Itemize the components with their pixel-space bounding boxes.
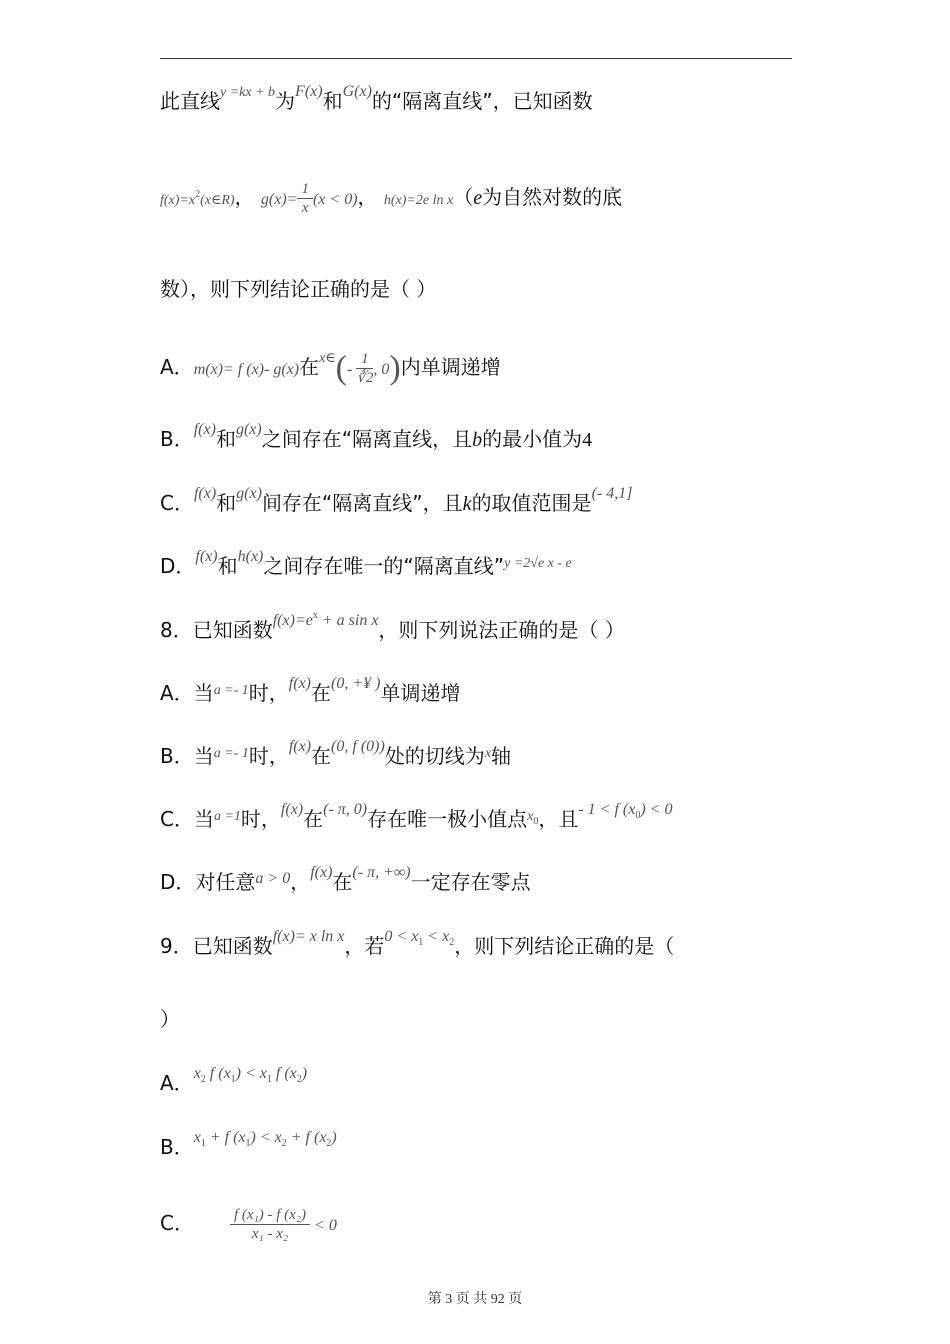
text: 之间存在“隔离直线，且 [261,427,473,451]
q9-option-a [160,1065,308,1101]
text: ，若 [344,934,385,958]
text: ，则下列结论正确的是（ [454,934,675,958]
math-part: x [193,1065,201,1082]
q9-stem-close [160,1006,180,1032]
math-part: ) < x [235,1065,267,1082]
fraction-num: 1 [356,350,373,369]
option-label: D． [160,554,196,578]
math-f: f(x) [193,421,216,438]
text: 在 [303,807,324,831]
text: 在 [299,355,320,379]
math-F: F(x) [295,83,323,100]
q8-option-a [160,675,461,710]
q9-option-b [160,1129,337,1165]
option-label: C． [160,1211,194,1235]
number: 4 [582,429,593,451]
text: 之间存在唯一的“隔离直线” [263,554,505,578]
text: 为 [275,89,296,113]
math-sub: 1 [266,1074,272,1085]
math-sup: x [312,610,318,621]
paren-open: ( [335,349,347,387]
math-f: f(x) [280,801,304,818]
math-part: x [527,809,534,824]
text: 时， [240,807,281,831]
math-g-tail: (x < 0) [312,191,358,208]
math-point: (0, f (0)) [331,738,385,755]
intro-line-1 [160,83,593,118]
option-label: D．对任意 [160,870,256,894]
math-part: ) [331,1129,337,1146]
q7-option-d [160,548,572,583]
q9-option-c [160,1206,337,1243]
math-interval: (- π, +∞) [352,864,411,881]
math-sub: 0 [635,810,641,821]
text: ， [357,185,378,209]
math-f: f(x) [310,864,333,881]
math-part: f(x)=e [272,612,313,629]
question-number: 8．已知函数 [160,618,273,642]
option-label: C．当 [160,807,214,831]
math-part: + a sin x [317,612,379,629]
q8-option-c [160,801,673,837]
math-a: a =- 1 [213,683,249,698]
text: 轴 [491,744,512,768]
math-part: 0 < x [384,928,419,945]
math-sub: 2 [449,937,455,948]
option-label: B． [160,1135,194,1159]
math-part: ) < x [250,1129,282,1146]
option-label: A．当 [160,681,214,705]
math-part: - 1 < f (x [578,801,636,818]
math-part: - [347,361,357,378]
text: ） [160,1007,180,1031]
text: 的“隔离直线”，已知函数 [371,89,593,113]
math-g: g(x) [236,485,262,502]
text: 此直线 [160,89,220,113]
q8-option-d [160,864,531,898]
math-f-def [160,189,235,208]
text: 存在唯一极小值点 [367,807,528,831]
text: 在 [311,744,332,768]
intro-line-2 [160,180,622,217]
math-k: k [462,493,472,515]
text: 和 [217,554,238,578]
text: 间存在“隔离直线”，且 [261,491,463,515]
option-label: A． [160,355,194,379]
math-part: f (x [205,1065,231,1082]
math-sub: 2 [281,1138,287,1149]
math-part: f(x)=x [160,193,196,208]
q7-option-a [160,350,501,387]
math-b: b [472,429,483,451]
math-part: < x [423,928,450,945]
text: 和 [322,89,343,113]
math-a: a > 0 [255,870,291,887]
q9-stem [160,928,675,964]
math-inequality [578,801,673,821]
math-line-eq: y =kx + b [220,85,276,100]
text: 数），则下列结论正确的是（ ） [160,277,437,301]
math-x: x [484,746,492,761]
math-x-in: x∈ [319,351,336,366]
option-label: B．当 [160,744,214,768]
math-h: h(x) [237,548,264,565]
math-f-def: f(x)= x ln x [272,928,345,945]
math-g: g(x) [235,421,262,438]
math-g-lhs: g(x)= [260,191,298,208]
text: 一定存在零点 [410,870,531,894]
math-fraction [297,180,313,217]
math-part: + f (x [286,1129,327,1146]
text: ， [234,185,255,209]
math-sub: 1 [245,1138,251,1149]
q8-option-b [160,738,512,773]
option-label: A． [160,1071,194,1095]
fraction-den: ∛2 [356,370,374,386]
text: ， [290,870,311,894]
math-a: a =- 1 [213,746,249,761]
text: 为自然对数的底 [482,185,623,209]
text: 在 [332,870,353,894]
math-part: x [193,1129,201,1146]
q7-option-c [160,485,633,519]
math-sup: 2 [195,189,201,200]
math-line: y =2√e x - e [504,556,572,571]
math-sub: 2 [296,1074,302,1085]
text: 的最小值为 [482,427,583,451]
math-m: m(x)= f (x)- g(x) [193,361,300,378]
text: 时， [248,681,289,705]
text: 内单调递增 [400,355,501,379]
math-e: e [473,187,483,209]
intro-line-3 [160,276,436,302]
option-label: C． [160,491,194,515]
math-expr [193,1065,308,1085]
math-part: (x∈R) [200,193,235,208]
math-sub: 2 [326,1138,332,1149]
math-f: f(x) [288,738,312,755]
math-sub: 0 [533,816,539,827]
math-part: ) [301,1065,308,1082]
text: 单调递增 [380,681,461,705]
math-part: < 0 [310,1217,337,1234]
fraction-den: x [301,200,309,216]
text: 在 [311,681,331,705]
math-x0 [527,809,539,827]
math-f: f(x) [193,485,217,502]
fraction-num: f (x₁) - f (x₂) [230,1206,310,1225]
math-G: G(x) [342,83,372,100]
page-footer: 第 3 页 共 92 页 [427,1292,523,1307]
text: 处的切线为 [384,744,485,768]
math-a: a =1 [213,809,241,824]
math-part: ) < 0 [640,801,673,818]
option-label: B． [160,427,194,451]
math-f: f(x) [288,675,311,692]
math-inequality [384,928,455,948]
math-interval: (- 4,1] [591,485,633,502]
question-number: 9．已知函数 [160,934,273,958]
q8-stem [160,610,625,648]
math-part: f (x [271,1065,297,1082]
text: （ [453,185,474,209]
math-expr [193,1129,337,1149]
math-sub: 1 [200,1138,206,1149]
math-f: f(x) [195,548,218,565]
math-part: + f (x [205,1129,246,1146]
math-sub: 1 [230,1074,236,1085]
math-interval: (- π, 0) [323,801,368,818]
math-fraction [230,1206,310,1243]
paren-close: ) [389,349,401,387]
math-interval: (0, +¥ ) [331,675,381,692]
math-fraction [356,350,373,387]
header-rule [160,58,792,59]
math-h-def: h(x)=2e ln x [383,193,454,208]
text: ，则下列说法正确的是（ ） [378,618,625,642]
math-f-def [273,612,379,629]
math-part: , 0 [373,361,390,378]
text: 和 [215,427,236,451]
text: ，且 [538,807,579,831]
text: 和 [216,491,237,515]
text: 的取值范围是 [471,491,592,515]
q7-option-b [160,421,593,455]
fraction-num: 1 [297,180,313,199]
math-sub: 2 [200,1074,206,1085]
text: 时， [248,744,289,768]
math-sub: 1 [418,937,424,948]
fraction-den: x₁ - x₂ [251,1226,289,1242]
